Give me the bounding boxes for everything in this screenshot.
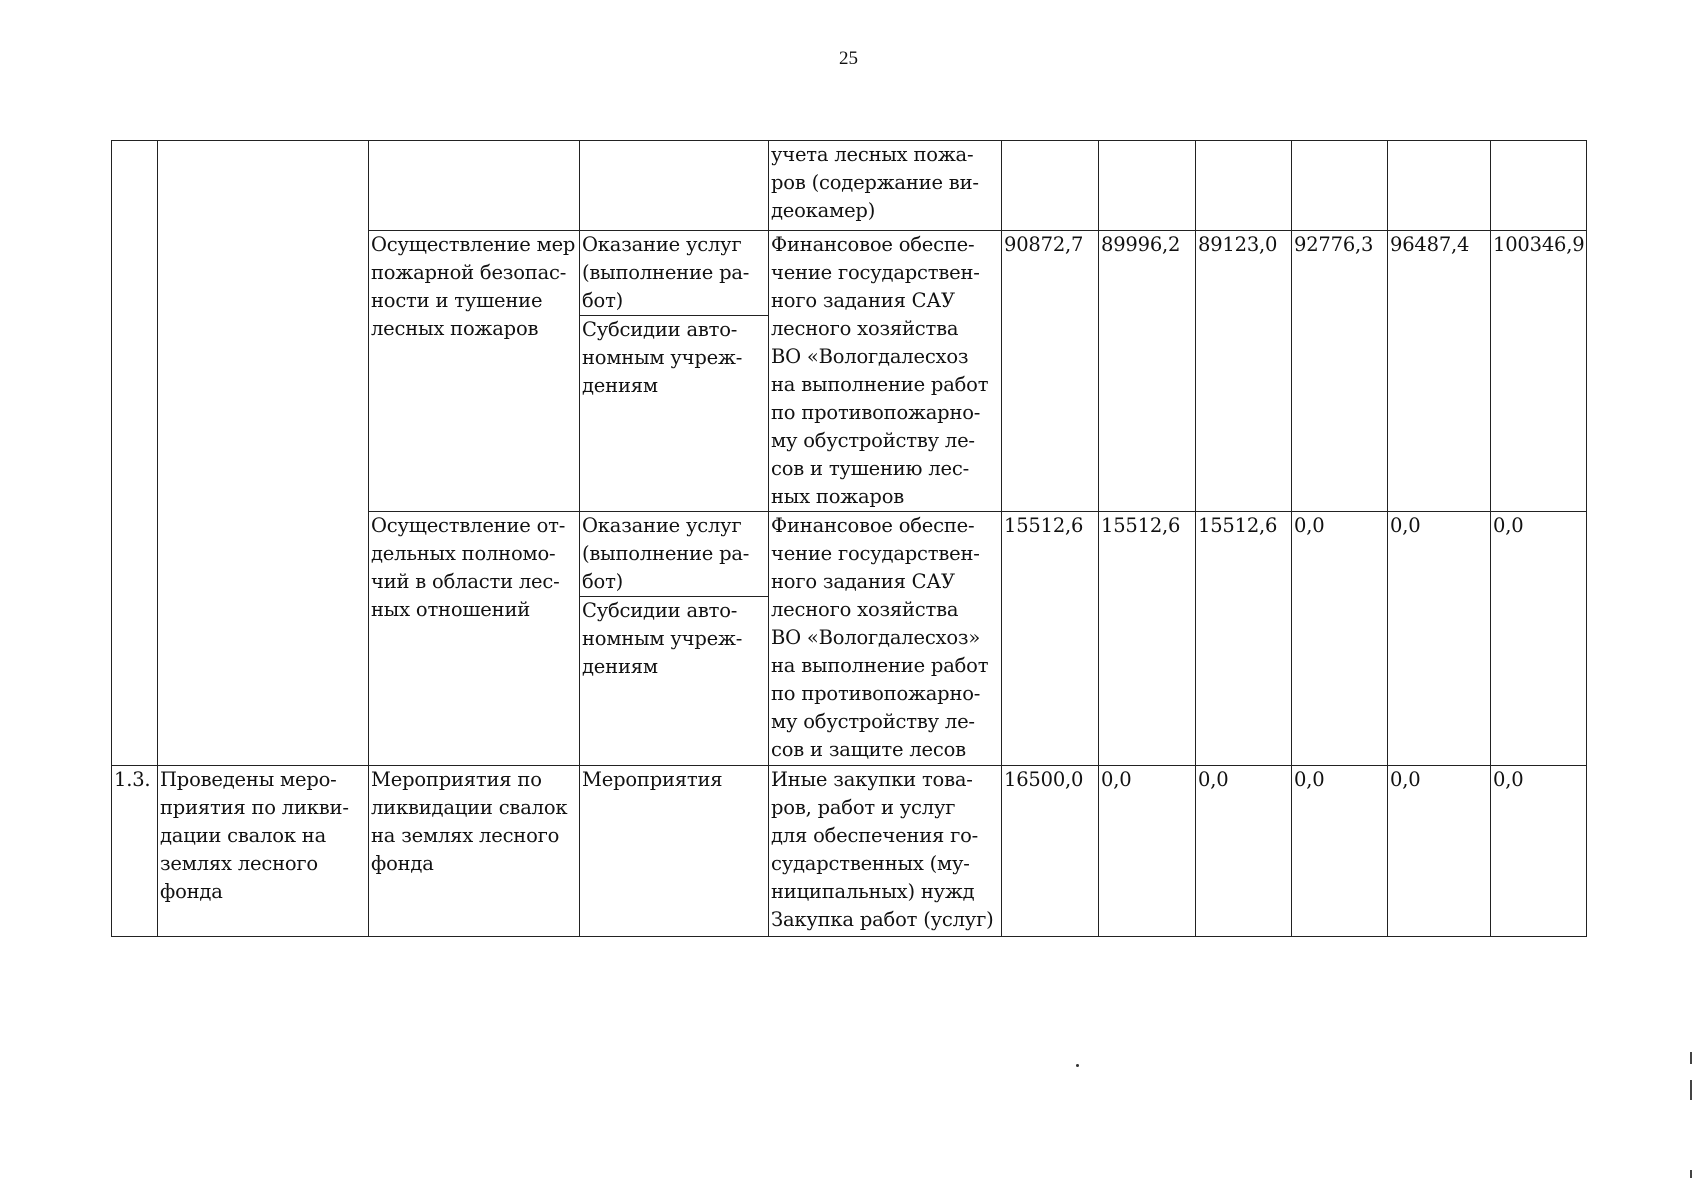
scan-edge-mark: [1690, 1052, 1692, 1064]
value-cell: [1292, 141, 1388, 231]
value-cell: 0,0: [1292, 512, 1388, 766]
value-cell: [1388, 141, 1491, 231]
value-cell: [1099, 141, 1196, 231]
event-cell: Осуществление от- дельных полномо- чий в области лес- ных отношений: [369, 512, 580, 766]
type-cell: [580, 231, 769, 512]
expense-cell: Иные закупки това- ров, работ и услуг для обеспечения го- сударственных (му- ниципальных) нужд Закупка работ (услуг): [769, 766, 1002, 937]
event-cell: Осуществление мер пожарной безопас- ности и тушение лесных пожаров: [369, 231, 580, 512]
value-cell: 100346,9: [1491, 231, 1587, 512]
value-cell: 96487,4: [1388, 231, 1491, 512]
value-cell: 90872,7: [1002, 231, 1099, 512]
value-cell: [1002, 141, 1099, 231]
row-number-cell: 1.3.: [112, 766, 158, 937]
result-cell: Проведены меро- приятия по ликви- дации свалок на землях лесного фонда: [158, 766, 369, 937]
row-number-cell: [112, 141, 158, 766]
value-cell: 89996,2: [1099, 231, 1196, 512]
expense-cell: Финансовое обеспе- чение государствен- ного задания САУ лесного хозяйства ВО «Вологдалесхоз» на выполнение работ по противопожарно- му обустройству ле- сов и защите лесов: [769, 512, 1002, 766]
value-cell: 0,0: [1388, 766, 1491, 937]
value-cell: 0,0: [1292, 766, 1388, 937]
table-row: [112, 766, 1587, 937]
scan-edge-mark: [1690, 1080, 1692, 1100]
value-cell: 0,0: [1491, 766, 1587, 937]
value-cell: 15512,6: [1196, 512, 1292, 766]
type-cell: Мероприятия: [580, 766, 769, 937]
value-cell: [1196, 141, 1292, 231]
event-cell: Мероприятия по ликвидации свалок на землях лесного фонда: [369, 766, 580, 937]
table-row: [112, 141, 1587, 231]
value-cell: 0,0: [1099, 766, 1196, 937]
value-cell: 15512,6: [1099, 512, 1196, 766]
page-number: 25: [839, 48, 858, 69]
value-cell: 0,0: [1388, 512, 1491, 766]
type-subsidies: Субсидии авто- номным учреж- дениям: [582, 318, 743, 397]
value-cell: [1491, 141, 1587, 231]
type-services: Оказание услуг (выполнение ра- бот): [580, 512, 768, 597]
budget-table: [111, 140, 1587, 937]
expense-cell: учета лесных пожа- ров (содержание ви- деокамер): [769, 141, 1002, 231]
value-cell: 89123,0: [1196, 231, 1292, 512]
value-cell: 0,0: [1491, 512, 1587, 766]
scan-edge-mark: [1690, 1170, 1692, 1178]
value-cell: 15512,6: [1002, 512, 1099, 766]
type-subsidies: Субсидии авто- номным учреж- дениям: [582, 599, 743, 678]
expense-cell: Финансовое обеспе- чение государствен- ного задания САУ лесного хозяйства ВО «Вологдалесхоз на выполнение работ по противопожарно- му обустройству ле- сов и тушению лес- ных пожаров: [769, 231, 1002, 512]
scan-speck: [1076, 1064, 1079, 1067]
type-cell: [580, 141, 769, 231]
type-services: Оказание услуг (выполнение ра- бот): [580, 231, 768, 316]
result-cell: [158, 141, 369, 766]
value-cell: 0,0: [1196, 766, 1292, 937]
value-cell: 16500,0: [1002, 766, 1099, 937]
event-cell: [369, 141, 580, 231]
value-cell: 92776,3: [1292, 231, 1388, 512]
type-cell: [580, 512, 769, 766]
